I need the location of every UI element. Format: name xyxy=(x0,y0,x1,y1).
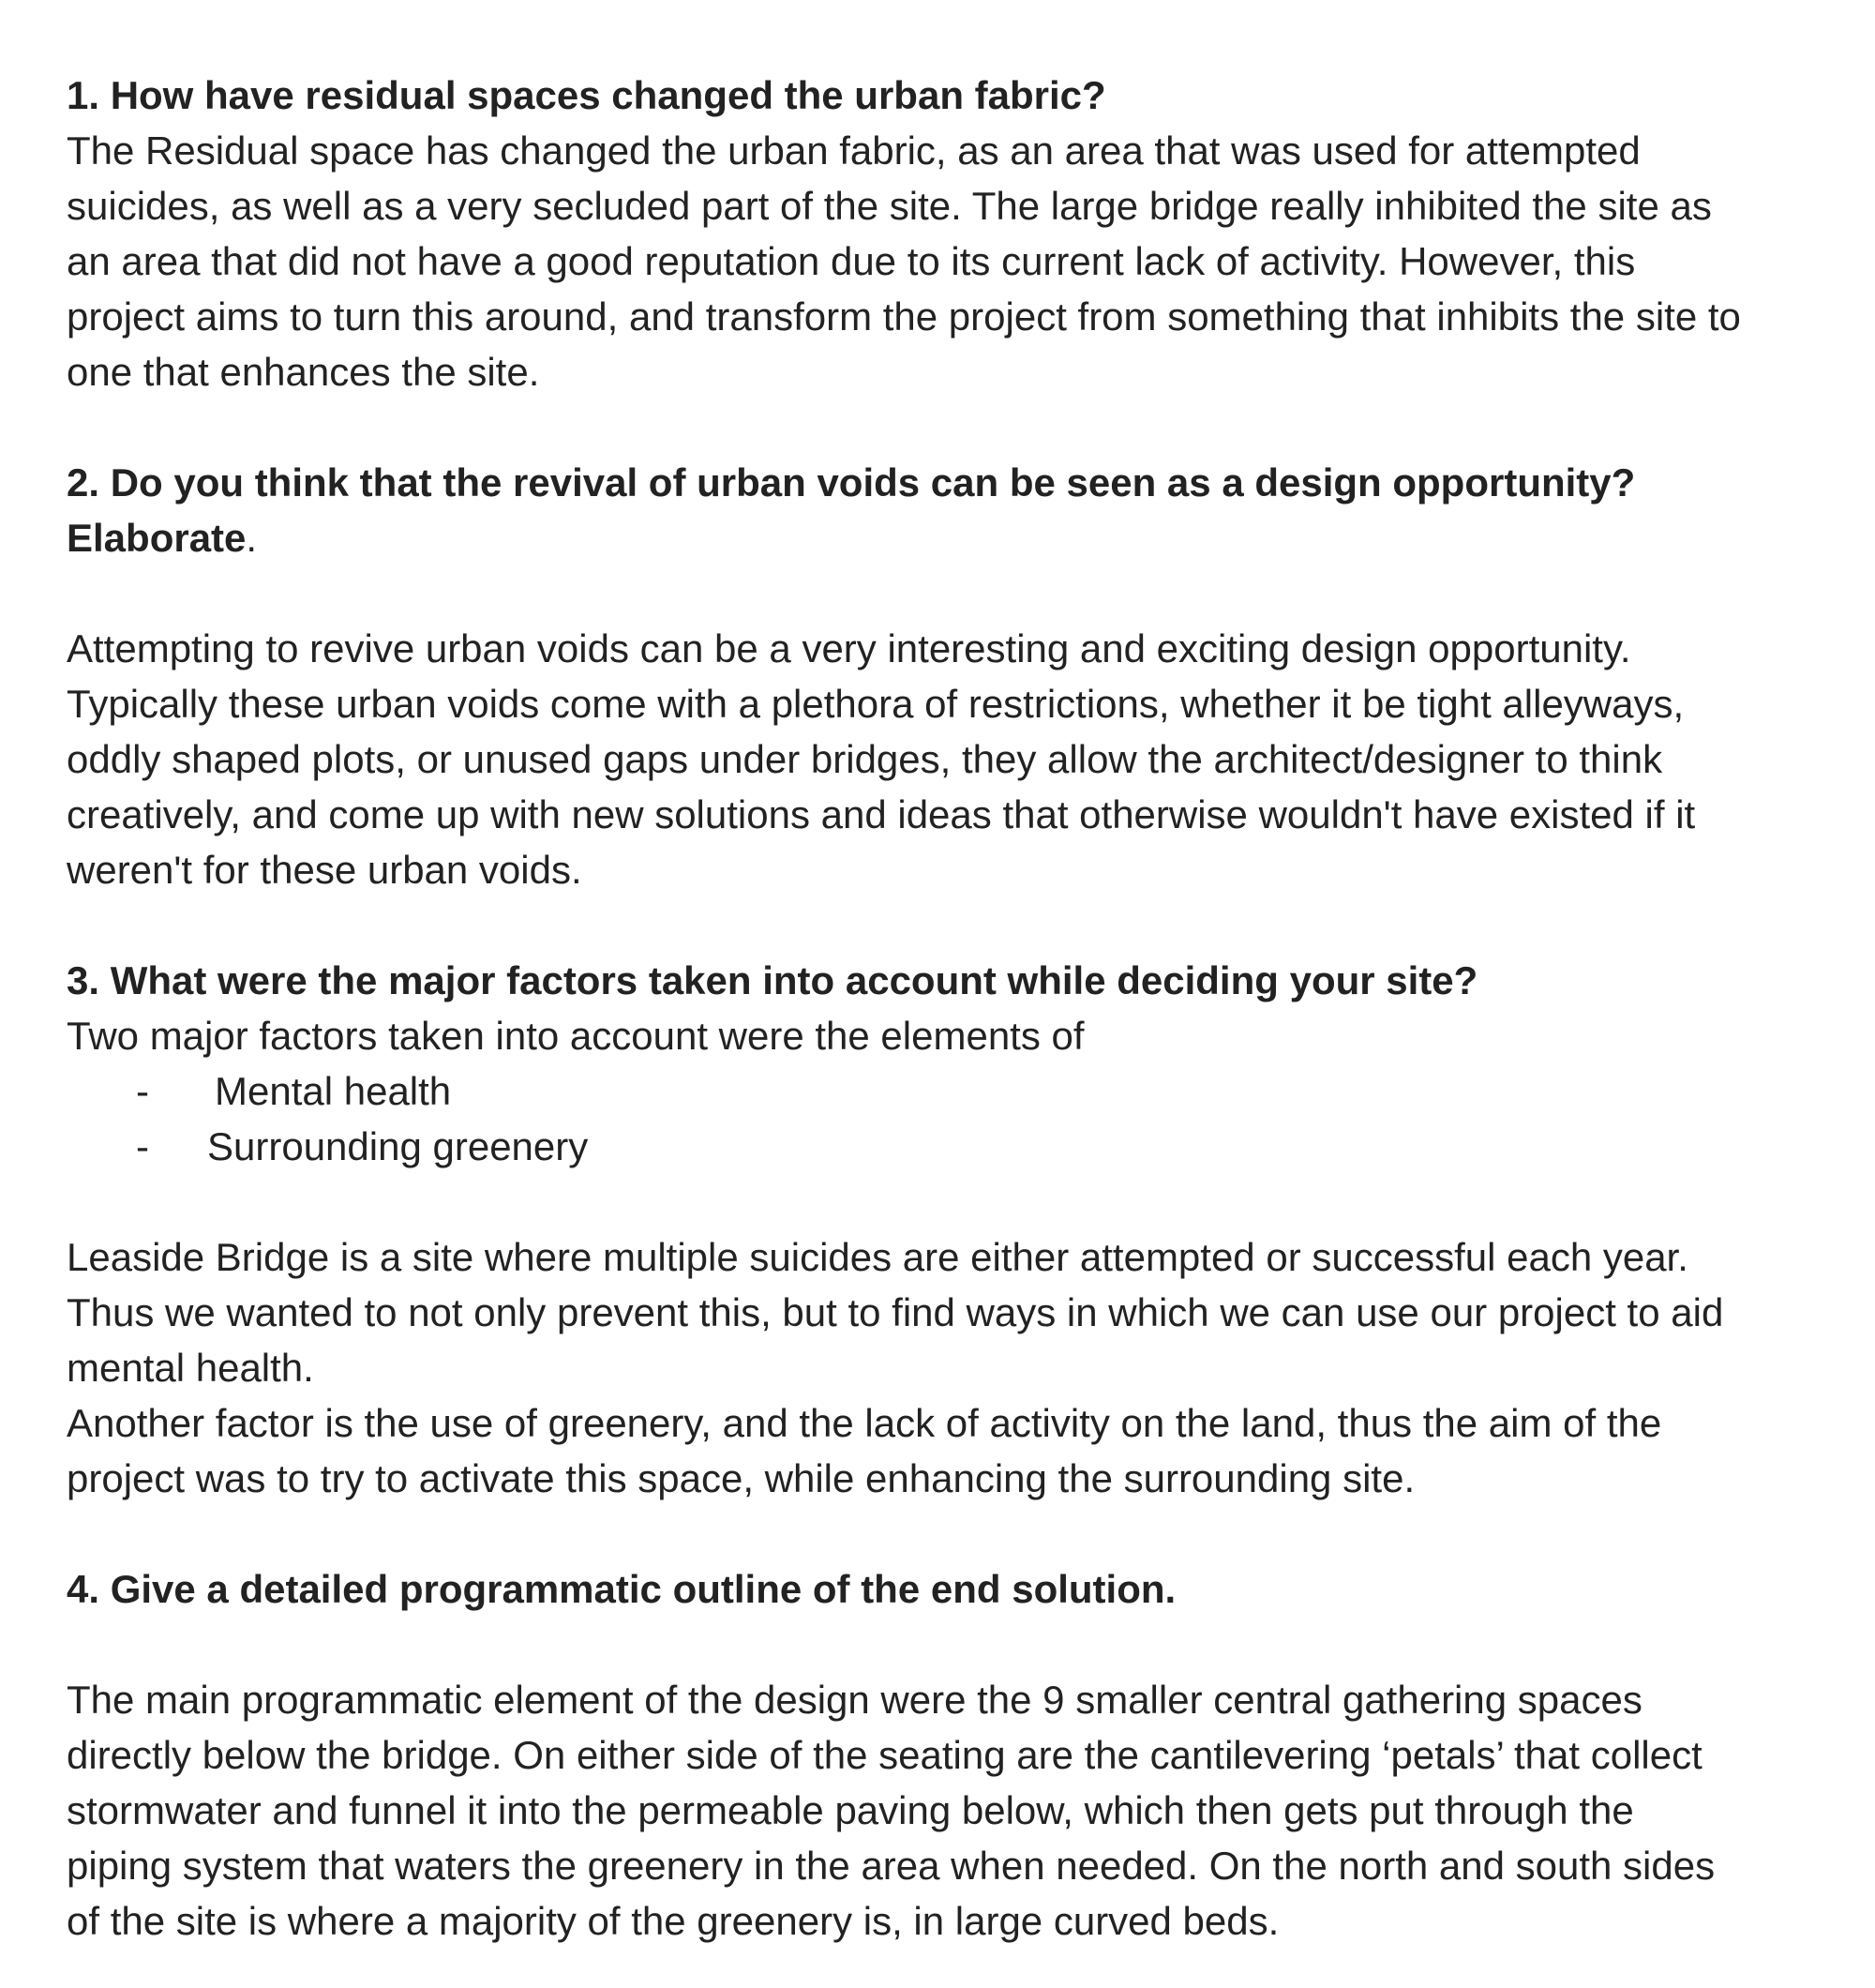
answer-1-line: one that enhances the site. xyxy=(67,350,540,394)
spacer xyxy=(67,1174,1848,1229)
answer-3-line: mental health. xyxy=(67,1346,314,1390)
answer-2-line: weren't for these urban voids. xyxy=(67,848,582,892)
bullet-text: Surrounding greenery xyxy=(207,1124,589,1168)
answer-3-intro: Two major factors taken into account were the elements of xyxy=(67,1014,1085,1058)
answer-4-line: The main programmatic element of the design were the 9 smaller central gathering spaces xyxy=(67,1678,1642,1722)
question-1-heading: 1. How have residual spaces changed the urban fabric? xyxy=(67,73,1106,117)
bullet-item xyxy=(67,1119,1848,1174)
document-body xyxy=(67,68,1848,1949)
question-2-heading-tail: Elaborate xyxy=(67,516,247,560)
section-2 xyxy=(67,455,1848,897)
answer-3-line: Thus we wanted to not only prevent this, but to find ways in which we can use our project to aid xyxy=(67,1290,1724,1334)
question-2-heading: 2. Do you think that the revival of urban voids can be seen as a design opportunity? xyxy=(67,460,1636,505)
question-2-heading-continued xyxy=(67,510,1848,565)
answer-4-line: stormwater and funnel it into the permeable paving below, which then gets put through the xyxy=(67,1788,1634,1832)
spacer xyxy=(67,897,1848,953)
answer-1-line: The Residual space has changed the urban fabric, as an area that was used for attempted xyxy=(67,128,1641,173)
spacer xyxy=(67,565,1848,621)
answer-4-line: piping system that waters the greenery in the area when needed. On the north and south sides xyxy=(67,1844,1716,1888)
bullet-item xyxy=(67,1063,1848,1119)
section-1 xyxy=(67,68,1848,399)
answer-3-line: project was to try to activate this space, while enhancing the surrounding site. xyxy=(67,1456,1416,1500)
answer-2-line: Typically these urban voids come with a plethora of restrictions, whether it be tight alleyways, xyxy=(67,682,1685,726)
answer-4-line: directly below the bridge. On either side of the seating are the cantilevering ‘petals’ that collect xyxy=(67,1733,1702,1777)
spacer xyxy=(67,1617,1848,1672)
spacer xyxy=(67,1506,1848,1561)
answer-1-line: project aims to turn this around, and transform the project from something that inhibits the site to xyxy=(67,294,1741,339)
answer-1-line: suicides, as well as a very secluded part of the site. The large bridge really inhibited the site as xyxy=(67,184,1712,228)
section-3 xyxy=(67,953,1848,1506)
answer-1-line: an area that did not have a good reputation due to its current lack of activity. However, this xyxy=(67,239,1636,283)
question-2-period: . xyxy=(246,516,258,560)
answer-4-line: of the site is where a majority of the greenery is, in large curved beds. xyxy=(67,1899,1280,1943)
bullet-dash: - xyxy=(136,1124,149,1168)
answer-3-line: Leaside Bridge is a site where multiple suicides are either attempted or successful each year. xyxy=(67,1235,1688,1279)
answer-2-line: Attempting to revive urban voids can be a very interesting and exciting design opportunity. xyxy=(67,626,1631,670)
question-3-heading: 3. What were the major factors taken into account while deciding your site? xyxy=(67,958,1478,1002)
answer-2-line: oddly shaped plots, or unused gaps under bridges, they allow the architect/designer to think xyxy=(67,737,1663,781)
bullet-text: Mental health xyxy=(215,1069,452,1113)
answer-3-line: Another factor is the use of greenery, and the lack of activity on the land, thus the aim of the xyxy=(67,1401,1662,1445)
section-4 xyxy=(67,1561,1848,1949)
spacer xyxy=(67,399,1848,455)
answer-2-line: creatively, and come up with new solutions and ideas that otherwise wouldn't have existed if it xyxy=(67,792,1696,836)
bullet-dash: - xyxy=(136,1069,149,1113)
question-4-heading: 4. Give a detailed programmatic outline of the end solution. xyxy=(67,1567,1177,1611)
